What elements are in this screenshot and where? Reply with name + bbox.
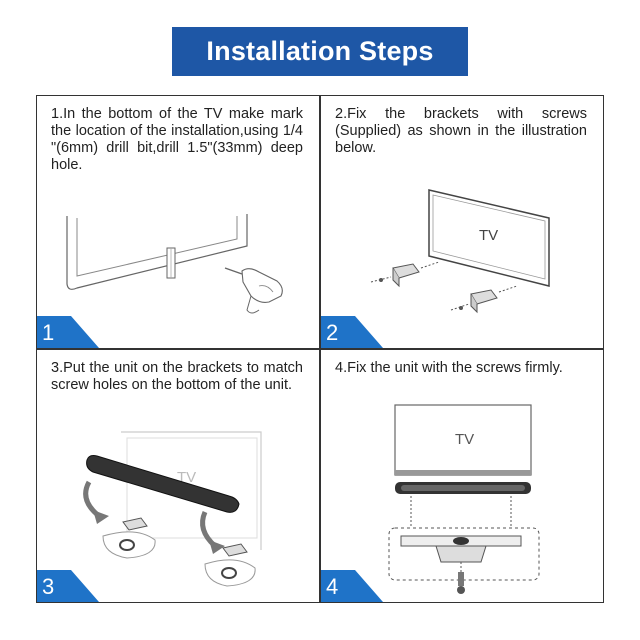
title-banner (172, 27, 468, 76)
soundbar-placement-illustration (37, 350, 320, 603)
tv-label-faded: TV (177, 469, 197, 486)
step-panel-1 (36, 95, 320, 349)
step-3-text: 3.Put the unit on the brackets to match screw holes on the bottom of the unit. (51, 360, 303, 393)
step-2-number: 2 (326, 320, 339, 345)
step-panel-2 (320, 95, 604, 349)
step-4-badge (321, 570, 383, 602)
step-4-text: 4.Fix the unit with the screws firmly. (335, 360, 563, 376)
page-title: Installation Steps (206, 36, 434, 66)
tv-label: TV (479, 227, 499, 244)
tv-label-final: TV (455, 431, 475, 448)
step-2-text: 2.Fix the brackets with screws (Supplied) as shown in the illustration below. (335, 106, 587, 156)
step-3-number: 3 (42, 574, 55, 599)
screw-fixing-illustration (321, 350, 604, 603)
step-2-badge (321, 316, 383, 348)
step-1-number: 1 (42, 320, 55, 345)
step-panel-3 (36, 349, 320, 603)
step-1-badge (37, 316, 99, 348)
bracket-illustration (321, 96, 604, 349)
step-4-number: 4 (326, 574, 339, 599)
step-1-text: 1.In the bottom of the TV make mark the location of the installation,using 1/4 "(6mm) drill bit,drill 1.5"(33mm) deep hole. (51, 106, 303, 173)
step-3-badge (37, 570, 99, 602)
step-panel-4 (320, 349, 604, 603)
tv-drill-illustration (37, 96, 320, 349)
